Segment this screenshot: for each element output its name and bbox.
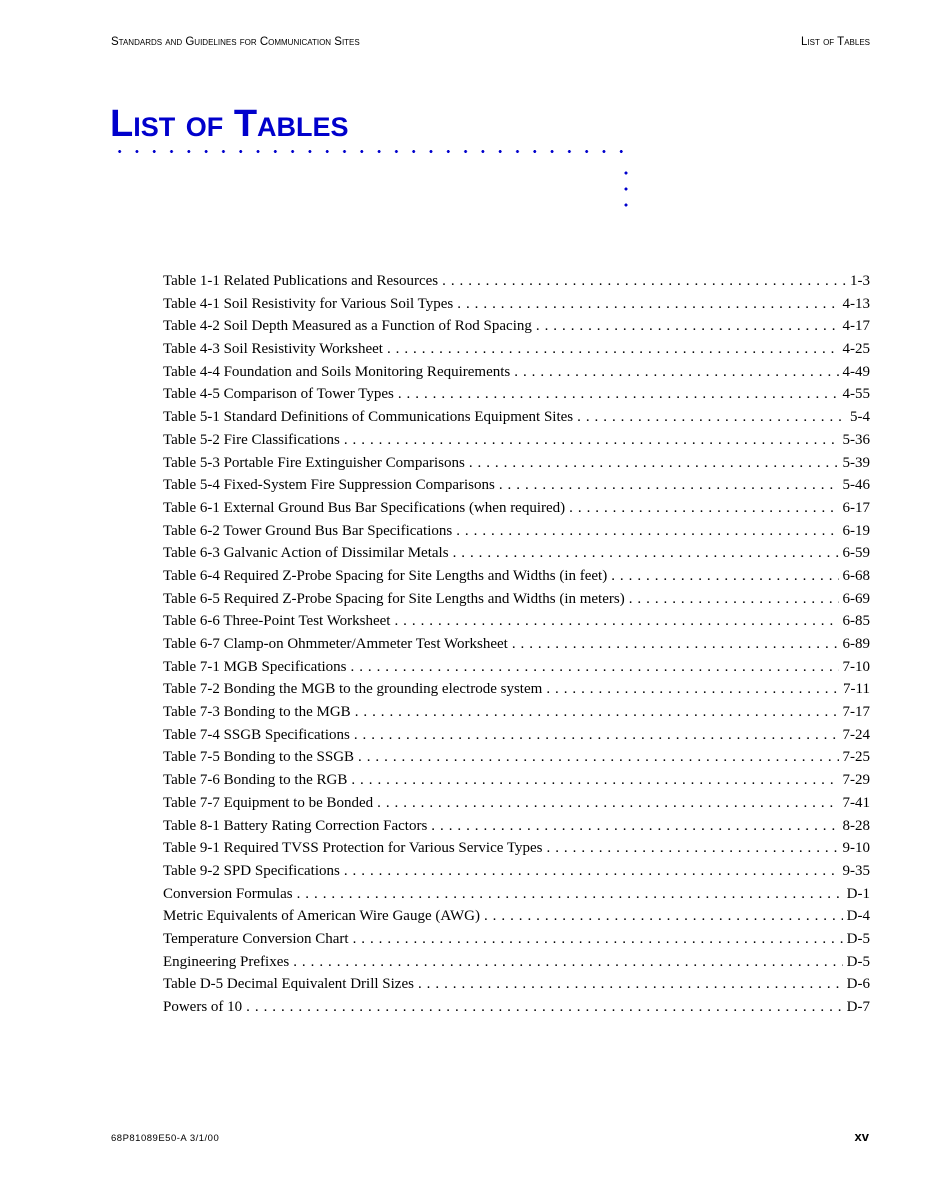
- table-list: [163, 270, 870, 1019]
- toc-entry-label: Table 4-5 Comparison of Tower Types: [163, 386, 394, 403]
- toc-dot-leader: [387, 338, 839, 361]
- toc-entry-page: 6-89: [842, 636, 870, 652]
- toc-entry-label: Table 6-5 Required Z-Probe Spacing for Site Lengths and Widths (in meters): [163, 590, 625, 607]
- toc-entry-page: D-5: [846, 930, 870, 947]
- toc-entry[interactable]: [163, 837, 870, 860]
- toc-entry[interactable]: [163, 383, 870, 406]
- toc-entry-page: 8-28: [842, 817, 870, 834]
- toc-dot-leader: [355, 701, 839, 724]
- toc-entry[interactable]: [163, 588, 870, 611]
- toc-dot-leader: [353, 928, 843, 951]
- toc-entry-label: Table 7-6 Bonding to the RGB: [163, 772, 348, 789]
- toc-entry-page: 6-19: [842, 522, 870, 539]
- toc-entry-page: 7-41: [842, 794, 870, 811]
- toc-entry-label: Table 7-1 MGB Specifications: [163, 658, 347, 675]
- toc-entry[interactable]: [163, 656, 870, 679]
- title-dotted-rule-horizontal: [111, 150, 631, 153]
- toc-dot-leader: [377, 792, 838, 815]
- toc-entry[interactable]: [163, 724, 870, 747]
- toc-entry[interactable]: [163, 746, 870, 769]
- toc-entry[interactable]: [163, 883, 870, 906]
- toc-entry-label: Table 5-4 Fixed-System Fire Suppression Comparisons: [163, 477, 495, 494]
- footer-document-id: 68P81089E50-A 3/1/00: [111, 1133, 220, 1144]
- toc-entry-label: Table 4-2 Soil Depth Measured as a Function of Rod Spacing: [163, 318, 532, 335]
- toc-entry-page: 4-17: [842, 318, 870, 335]
- title-dotted-rule-vertical: [624, 165, 628, 217]
- toc-entry-page: D-5: [846, 953, 870, 970]
- toc-entry[interactable]: [163, 315, 870, 338]
- toc-dot-leader: [442, 270, 846, 293]
- toc-dot-leader: [431, 815, 838, 838]
- toc-entry[interactable]: [163, 973, 870, 996]
- toc-entry[interactable]: [163, 452, 870, 475]
- toc-entry[interactable]: [163, 542, 870, 565]
- toc-entry-page: D-6: [846, 976, 870, 993]
- toc-dot-leader: [512, 633, 839, 656]
- toc-dot-leader: [484, 905, 843, 928]
- toc-entry-label: Table 6-4 Required Z-Probe Spacing for Site Lengths and Widths (in feet): [163, 567, 608, 584]
- toc-entry[interactable]: [163, 928, 870, 951]
- toc-entry[interactable]: [163, 270, 870, 293]
- toc-entry-label: Table D-5 Decimal Equivalent Drill Sizes: [163, 976, 414, 993]
- toc-entry[interactable]: [163, 293, 870, 316]
- toc-dot-leader: [344, 429, 839, 452]
- toc-dot-leader: [398, 383, 839, 406]
- toc-entry-page: 9-10: [842, 840, 870, 857]
- toc-entry-page: 6-69: [842, 590, 870, 607]
- toc-dot-leader: [293, 951, 842, 974]
- toc-entry-page: D-4: [846, 908, 870, 925]
- toc-dot-leader: [358, 746, 838, 769]
- toc-dot-leader: [499, 474, 839, 497]
- toc-dot-leader: [514, 361, 838, 384]
- toc-dot-leader: [344, 860, 839, 883]
- toc-entry-label: Table 8-1 Battery Rating Correction Factors: [163, 817, 428, 834]
- toc-entry-label: Table 7-4 SSGB Specifications: [163, 726, 350, 743]
- toc-entry[interactable]: [163, 610, 870, 633]
- toc-entry-page: 7-11: [843, 681, 870, 698]
- toc-entry-page: 5-36: [842, 431, 870, 448]
- header-document-title: Standards and Guidelines for Communication Sites: [111, 36, 360, 48]
- toc-entry[interactable]: [163, 497, 870, 520]
- page-title: List of Tables: [110, 103, 349, 145]
- toc-entry-page: 5-4: [850, 409, 870, 426]
- toc-entry-page: 6-59: [842, 545, 870, 562]
- toc-entry-label: Metric Equivalents of American Wire Gauge (AWG): [163, 908, 480, 925]
- toc-entry-label: Table 7-7 Equipment to be Bonded: [163, 794, 374, 811]
- toc-entry-page: 7-25: [842, 749, 870, 766]
- toc-entry-label: Table 6-1 External Ground Bus Bar Specifications (when required): [163, 499, 566, 516]
- toc-entry-label: Table 6-7 Clamp-on Ohmmeter/Ammeter Test Worksheet: [163, 636, 508, 652]
- toc-entry-label: Temperature Conversion Chart: [163, 930, 349, 947]
- footer-page-number: xv: [854, 1129, 869, 1144]
- toc-entry-page: 4-55: [842, 386, 870, 403]
- toc-entry-label: Table 6-6 Three-Point Test Worksheet: [163, 613, 391, 630]
- toc-dot-leader: [394, 610, 838, 633]
- toc-entry-label: Table 5-2 Fire Classifications: [163, 431, 340, 448]
- toc-dot-leader: [569, 497, 838, 520]
- toc-entry-label: Table 4-4 Foundation and Soils Monitoring Requirements: [163, 363, 511, 380]
- toc-entry[interactable]: [163, 520, 870, 543]
- toc-dot-leader: [577, 406, 846, 429]
- toc-entry-label: Table 7-2 Bonding the MGB to the grounding electrode system: [163, 681, 543, 698]
- toc-entry-label: Conversion Formulas: [163, 885, 293, 902]
- toc-entry[interactable]: [163, 429, 870, 452]
- toc-entry[interactable]: [163, 678, 870, 701]
- toc-entry-page: 4-13: [842, 295, 870, 312]
- toc-entry-label: Table 4-3 Soil Resistivity Worksheet: [163, 341, 383, 358]
- toc-entry-page: 7-29: [842, 772, 870, 789]
- toc-entry[interactable]: [163, 769, 870, 792]
- toc-entry-page: D-7: [846, 999, 870, 1015]
- toc-entry-label: Engineering Prefixes: [163, 953, 290, 970]
- toc-dot-leader: [453, 542, 839, 565]
- toc-dot-leader: [351, 769, 838, 792]
- toc-entry-label: Table 7-3 Bonding to the MGB: [163, 704, 351, 721]
- toc-dot-leader: [418, 973, 843, 996]
- toc-entry[interactable]: [163, 815, 870, 838]
- toc-entry-label: Table 5-3 Portable Fire Extinguisher Comparisons: [163, 454, 465, 471]
- toc-entry[interactable]: [163, 565, 870, 588]
- toc-entry-page: 5-46: [842, 477, 870, 494]
- toc-dot-leader: [246, 996, 843, 1019]
- toc-entry[interactable]: [163, 361, 870, 384]
- toc-entry-page: 6-68: [842, 567, 870, 584]
- toc-entry-page: 6-85: [842, 613, 870, 630]
- toc-dot-leader: [354, 724, 839, 747]
- toc-entry[interactable]: [163, 701, 870, 724]
- toc-entry[interactable]: [163, 338, 870, 361]
- toc-entry[interactable]: [163, 792, 870, 815]
- toc-dot-leader: [457, 293, 838, 316]
- toc-entry-label: Table 7-5 Bonding to the SSGB: [163, 749, 355, 766]
- toc-entry-page: 7-17: [842, 704, 870, 721]
- toc-entry-page: 4-49: [842, 363, 870, 380]
- toc-entry-page: 4-25: [842, 341, 870, 358]
- toc-entry-label: Table 9-1 Required TVSS Protection for Various Service Types: [163, 840, 543, 857]
- toc-entry-label: Powers of 10: [163, 999, 243, 1015]
- toc-entry-page: 7-24: [842, 726, 870, 743]
- toc-entry-label: Table 1-1 Related Publications and Resources: [163, 273, 439, 289]
- toc-entry[interactable]: [163, 474, 870, 497]
- toc-entry[interactable]: [163, 633, 870, 656]
- toc-entry-page: 9-35: [842, 862, 870, 879]
- toc-entry-label: Table 9-2 SPD Specifications: [163, 862, 340, 879]
- toc-entry-label: Table 6-2 Tower Ground Bus Bar Specifications: [163, 522, 453, 539]
- toc-dot-leader: [546, 678, 839, 701]
- toc-dot-leader: [629, 588, 839, 611]
- toc-entry-label: Table 4-1 Soil Resistivity for Various Soil Types: [163, 295, 454, 312]
- toc-dot-leader: [297, 883, 843, 906]
- toc-entry[interactable]: [163, 860, 870, 883]
- toc-entry-page: 1-3: [850, 273, 870, 289]
- toc-dot-leader: [456, 520, 838, 543]
- toc-entry-label: Table 5-1 Standard Definitions of Communications Equipment Sites: [163, 409, 574, 426]
- toc-entry[interactable]: [163, 406, 870, 429]
- toc-entry[interactable]: [163, 951, 870, 974]
- toc-entry[interactable]: [163, 996, 870, 1019]
- toc-entry-page: 7-10: [842, 658, 870, 675]
- running-header: [111, 36, 870, 50]
- toc-dot-leader: [547, 837, 839, 860]
- header-section-title: List of Tables: [801, 36, 870, 48]
- toc-entry-label: Table 6-3 Galvanic Action of Dissimilar Metals: [163, 545, 449, 562]
- toc-dot-leader: [536, 315, 839, 338]
- toc-entry-page: 5-39: [842, 454, 870, 471]
- toc-entry[interactable]: [163, 905, 870, 928]
- toc-dot-leader: [469, 452, 839, 475]
- toc-dot-leader: [611, 565, 838, 588]
- toc-dot-leader: [351, 656, 839, 679]
- toc-entry-page: 6-17: [842, 499, 870, 516]
- toc-entry-page: D-1: [846, 885, 870, 902]
